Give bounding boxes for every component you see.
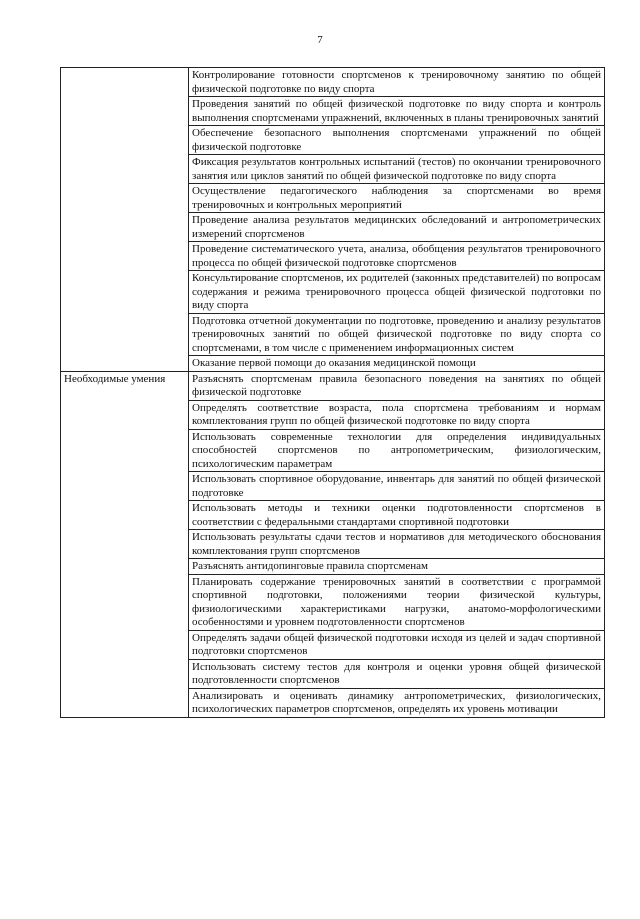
item-cell: Использовать систему тестов для контроля и оценки уровня общей физической подготовленности спортсменов — [189, 659, 605, 688]
table-row — [61, 68, 605, 97]
item-cell: Обеспечение безопасного выполнения спортсменами упражнений по общей физической подготовке — [189, 126, 605, 155]
item-cell: Планировать содержание тренировочных занятий в соответствии с программой спортивной подготовки, положениями теории физической культуры, физиологическими характеристиками нагрузки, анатомо-морфологическими особенностями и уровнем подготовленности спортсменов — [189, 574, 605, 630]
item-cell: Разъяснять антидопинговые правила спортсменам — [189, 559, 605, 575]
item-cell: Фиксация результатов контрольных испытаний (тестов) по окончании тренировочного занятия или циклов занятий по общей физической подготовке по виду спорта — [189, 155, 605, 184]
item-cell: Подготовка отчетной документации по подготовке, проведению и анализу результатов тренировочных занятий по общей физической подготовке по виду спорта со спортсменами, в том числе с применением информационных систем — [189, 313, 605, 356]
item-cell: Определять задачи общей физической подготовки исходя из целей и задач спортивной подготовки спортсменов — [189, 630, 605, 659]
item-cell: Контролирование готовности спортсменов к тренировочному занятию по общей физической подготовке по виду спорта — [189, 68, 605, 97]
item-cell: Консультирование спортсменов, их родителей (законных представителей) по вопросам содержания и режима тренировочного процесса общей физической подготовки по виду спорта — [189, 271, 605, 314]
requirements-table-body — [61, 68, 605, 718]
table-row — [61, 371, 605, 400]
item-cell: Использовать современные технологии для определения индивидуальных способностей спортсменов по антропометрическим, физиологическим, психологическим параметрам — [189, 429, 605, 472]
item-cell: Определять соответствие возраста, пола спортсмена требованиям и нормам комплектования групп по общей физической подготовке по виду спорта — [189, 400, 605, 429]
page-number: 7 — [317, 34, 323, 46]
item-cell: Разъяснять спортсменам правила безопасного поведения на занятиях по общей физической подготовке — [189, 371, 605, 400]
item-cell: Проведение систематического учета, анализа, обобщения результатов тренировочного процесса по общей физической подготовке спортсменов — [189, 242, 605, 271]
item-cell: Осуществление педагогического наблюдения за спортсменами во время тренировочных и контрольных мероприятий — [189, 184, 605, 213]
requirements-table — [60, 67, 605, 718]
item-cell: Анализировать и оценивать динамику антропометрических, физиологических, психологических параметров спортсменов, определять их уровень мотивации — [189, 688, 605, 717]
item-cell: Использовать спортивное оборудование, инвентарь для занятий по общей физической подготовке — [189, 472, 605, 501]
section-label-cell — [61, 68, 189, 372]
item-cell: Проведения занятий по общей физической подготовке по виду спорта и контроль выполнения спортсменами упражнений, включенных в планы тренировочных занятий — [189, 97, 605, 126]
item-cell: Использовать методы и техники оценки подготовленности спортсменов в соответствии с федеральными стандартами спортивной подготовки — [189, 501, 605, 530]
item-cell: Проведение анализа результатов медицинских обследований и антропометрических измерений спортсменов — [189, 213, 605, 242]
section-label-cell: Необходимые умения — [61, 371, 189, 717]
item-cell: Использовать результаты сдачи тестов и нормативов для методического обоснования комплектования групп спортсменов — [189, 530, 605, 559]
item-cell: Оказание первой помощи до оказания медицинской помощи — [189, 356, 605, 372]
